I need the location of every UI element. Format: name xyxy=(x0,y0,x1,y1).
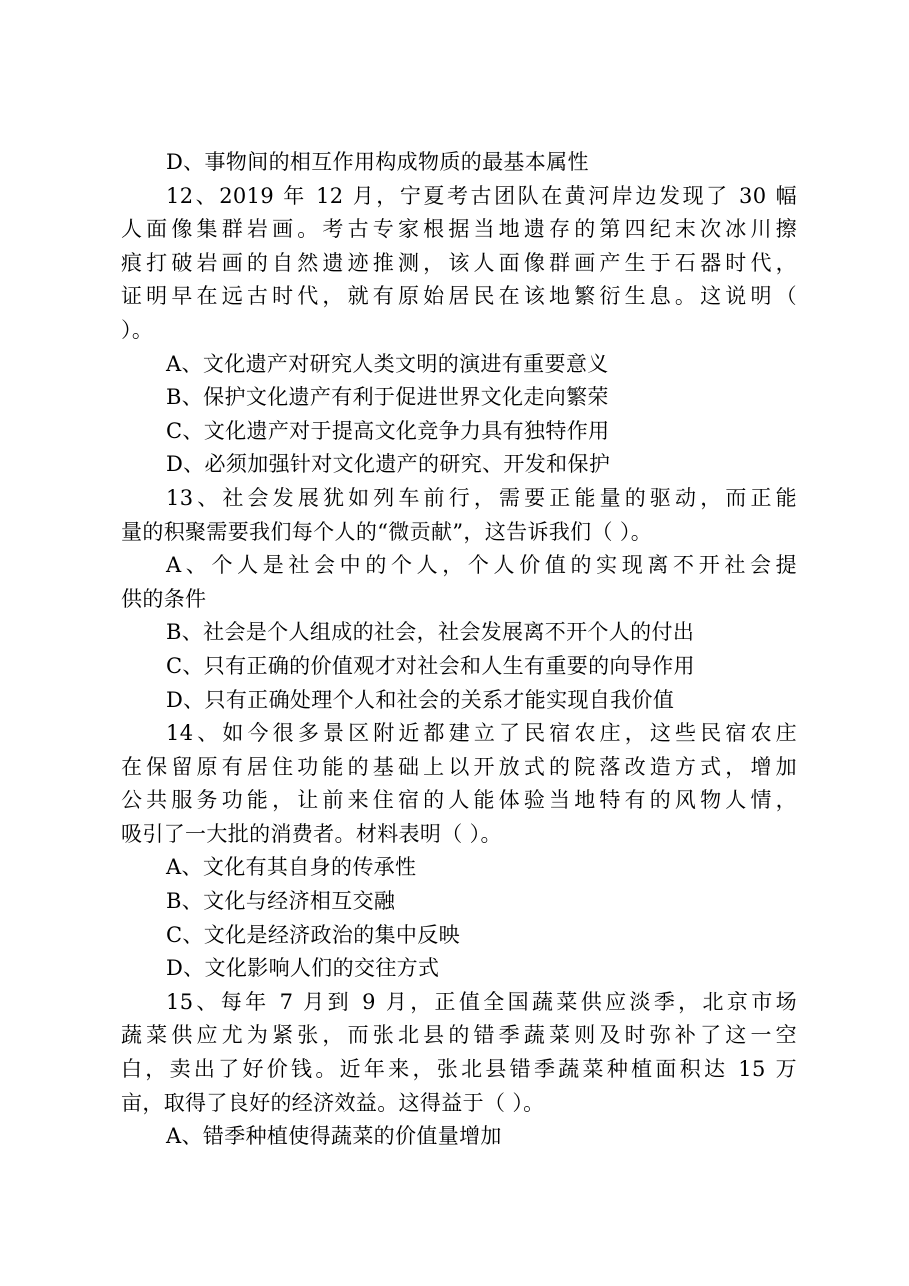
q14-stem-line-1: 14、如今很多景区附近都建立了民宿农庄，这些民宿农庄 xyxy=(166,721,797,746)
q13-option-a-line-1: A、个人是社会中的个人，个人价值的实现离不开社会提 xyxy=(166,553,797,578)
q13-option-c: C、只有正确的价值观才对社会和人生有重要的向导作用 xyxy=(166,653,695,678)
q12-option-d: D、必须加强针对文化遗产的研究、开发和保护 xyxy=(166,452,611,477)
q12-option-b: B、保护文化遗产有利于促进世界文化走向繁荣 xyxy=(166,385,609,410)
q14-stem-line-2: 在保留原有居住功能的基础上以开放式的院落改造方式，增加 xyxy=(121,754,797,779)
q15-stem-line-4: 亩，取得了良好的经济效益。这得益于（ ）。 xyxy=(121,1090,545,1115)
q11-option-d: D、事物间的相互作用构成物质的最基本属性 xyxy=(166,150,589,174)
q13-stem-line-1: 13、社会发展犹如列车前行，需要正能量的驱动，而正能 xyxy=(166,485,797,510)
q15-stem-line-2: 蔬菜供应尤为紧张，而张北县的错季蔬菜则及时弥补了这一空 xyxy=(121,1023,797,1048)
q15-stem-line-3: 白，卖出了好价钱。近年来，张北县错季蔬菜种植面积达 15 万 xyxy=(121,1057,797,1082)
q12-stem-line-5: ）。 xyxy=(121,317,154,342)
q13-option-a-line-2: 供的条件 xyxy=(121,586,207,611)
q15-stem-line-1: 15、每年 7 月到 9 月，正值全国蔬菜供应淡季，北京市场 xyxy=(166,989,797,1014)
q15-option-a: A、错季种植使得蔬菜的价值量增加 xyxy=(166,1124,502,1149)
q14-option-a: A、文化有其自身的传承性 xyxy=(166,855,417,880)
q12-stem-line-4: 证明早在远古时代，就有原始居民在该地繁衍生息。这说明（ xyxy=(121,284,797,309)
q12-option-a: A、文化遗产对研究人类文明的演进有重要意义 xyxy=(166,351,609,376)
q14-stem-line-3: 公共服务功能，让前来住宿的人能体验当地特有的风物人情， xyxy=(121,788,797,813)
q14-stem-line-4: 吸引了一大批的消费者。材料表明（ ）。 xyxy=(121,821,502,846)
q12-stem-line-1: 12、2019 年 12 月，宁夏考古团队在黄河岸边发现了 30 幅 xyxy=(166,183,797,208)
q12-option-c: C、文化遗产对于提高文化竞争力具有独特作用 xyxy=(166,418,610,443)
q14-option-b: B、文化与经济相互交融 xyxy=(166,889,396,914)
q12-stem-line-2: 人面像集群岩画。考古专家根据当地遗存的第四纪末次冰川擦 xyxy=(121,217,797,242)
q14-option-c: C、文化是经济政治的集中反映 xyxy=(166,922,460,947)
q13-option-b: B、社会是个人组成的社会，社会发展离不开个人的付出 xyxy=(166,620,695,645)
q12-stem-line-3: 痕打破岩画的自然遗迹推测，该人面像群画产生于石器时代， xyxy=(121,250,797,275)
q13-stem-line-2: 量的积聚需要我们每个人的“微贡献”，这告诉我们（ ）。 xyxy=(121,519,653,544)
q13-option-d: D、只有正确处理个人和社会的关系才能实现自我价值 xyxy=(166,687,675,712)
q14-option-d: D、文化影响人们的交往方式 xyxy=(166,956,440,981)
document-page xyxy=(121,146,797,1154)
